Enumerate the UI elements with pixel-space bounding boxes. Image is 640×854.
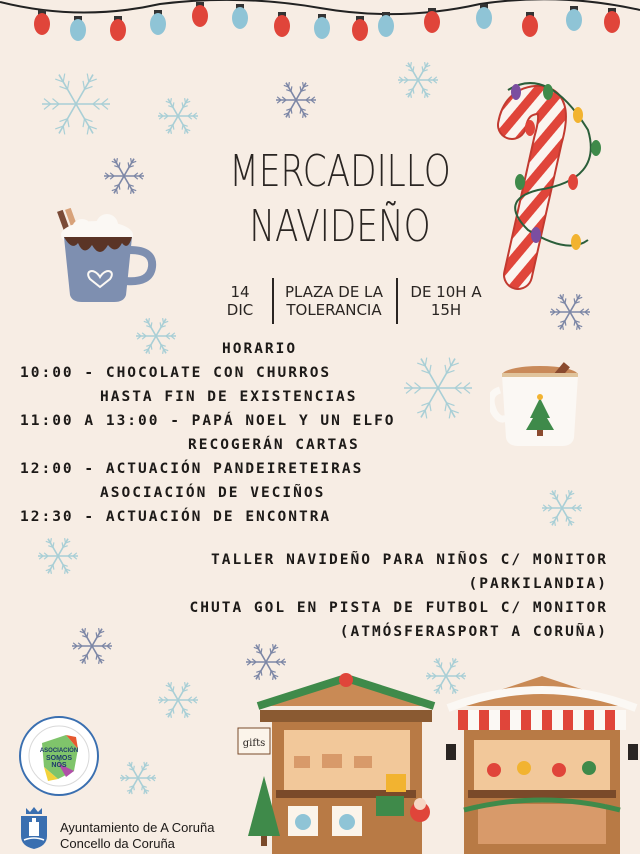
snowflake-icon xyxy=(104,158,144,194)
market-stall-icon xyxy=(444,670,640,854)
snowflake-icon xyxy=(158,682,198,718)
snowflake-icon xyxy=(38,538,78,574)
snowflake-icon xyxy=(158,98,198,134)
snowflake-icon xyxy=(550,294,590,330)
market-stall-icon xyxy=(236,666,446,854)
coat-of-arms-icon xyxy=(18,806,50,850)
schedule-heading: HORARIO xyxy=(222,341,298,357)
event-date-day: 14 xyxy=(230,283,250,301)
stall-sign-text: gifts xyxy=(242,738,266,749)
schedule-line: 10:00 - CHOCOLATE CON CHURROS xyxy=(20,365,332,381)
schedule-line: HASTA FIN DE EXISTENCIAS xyxy=(100,389,358,405)
snowflake-icon xyxy=(120,762,156,794)
association-logo xyxy=(18,715,100,797)
workshop-line: (ATMÓSFERASPORT A CORUÑA) xyxy=(339,624,608,640)
event-hours-line-2: 15H xyxy=(430,301,462,319)
schedule-line: RECOGERÁN CARTAS xyxy=(188,437,360,453)
schedule-line: ASOCIACIÓN DE VECIÑOS xyxy=(100,485,326,501)
snowflake-icon xyxy=(276,82,316,118)
hot-chocolate-mug-icon xyxy=(52,205,162,305)
snowflake-icon xyxy=(42,74,110,135)
workshop-line: TALLER NAVIDEÑO PARA NIÑOS C/ MONITOR xyxy=(210,552,608,568)
association-name-2: SOMOS xyxy=(45,755,73,762)
event-place-line-1: PLAZA DE LA xyxy=(284,283,384,301)
info-separator-2 xyxy=(396,278,398,324)
info-separator-1 xyxy=(272,278,274,324)
snowflake-icon xyxy=(542,490,582,526)
schedule-line: 12:30 - ACTUACIÓN DE ENCONTRA xyxy=(20,509,332,525)
eggnog-mug-icon xyxy=(490,360,610,450)
snowflake-icon xyxy=(72,628,112,664)
candy-cane-icon xyxy=(478,70,618,290)
event-hours-line-1: DE 10H A xyxy=(410,283,482,301)
council-name-gl: Concello da Coruña xyxy=(60,836,175,851)
workshop-line: (PARKILANDIA) xyxy=(468,576,608,592)
title-line-1: MERCADILLO xyxy=(229,146,451,197)
event-place-line-2: TOLERANCIA xyxy=(286,301,382,319)
snowflake-icon xyxy=(404,358,472,419)
council-name-es: Ayuntamiento de A Coruña xyxy=(60,820,215,835)
snowflake-icon xyxy=(136,318,176,354)
title-line-2: NAVIDEÑO xyxy=(249,201,431,252)
workshop-line: CHUTA GOL EN PISTA DE FUTBOL C/ MONITOR xyxy=(189,600,608,616)
schedule-line: 12:00 - ACTUACIÓN PANDEIRETEIRAS xyxy=(20,461,364,477)
snowflake-icon xyxy=(398,62,438,98)
event-date-month: DIC xyxy=(226,301,254,319)
schedule-line: 11:00 A 13:00 - PAPÁ NOEL Y UN ELFO xyxy=(20,413,396,429)
association-name-3: NÓS xyxy=(51,762,67,769)
association-name-1: ASOCIACIÓN xyxy=(39,748,79,754)
